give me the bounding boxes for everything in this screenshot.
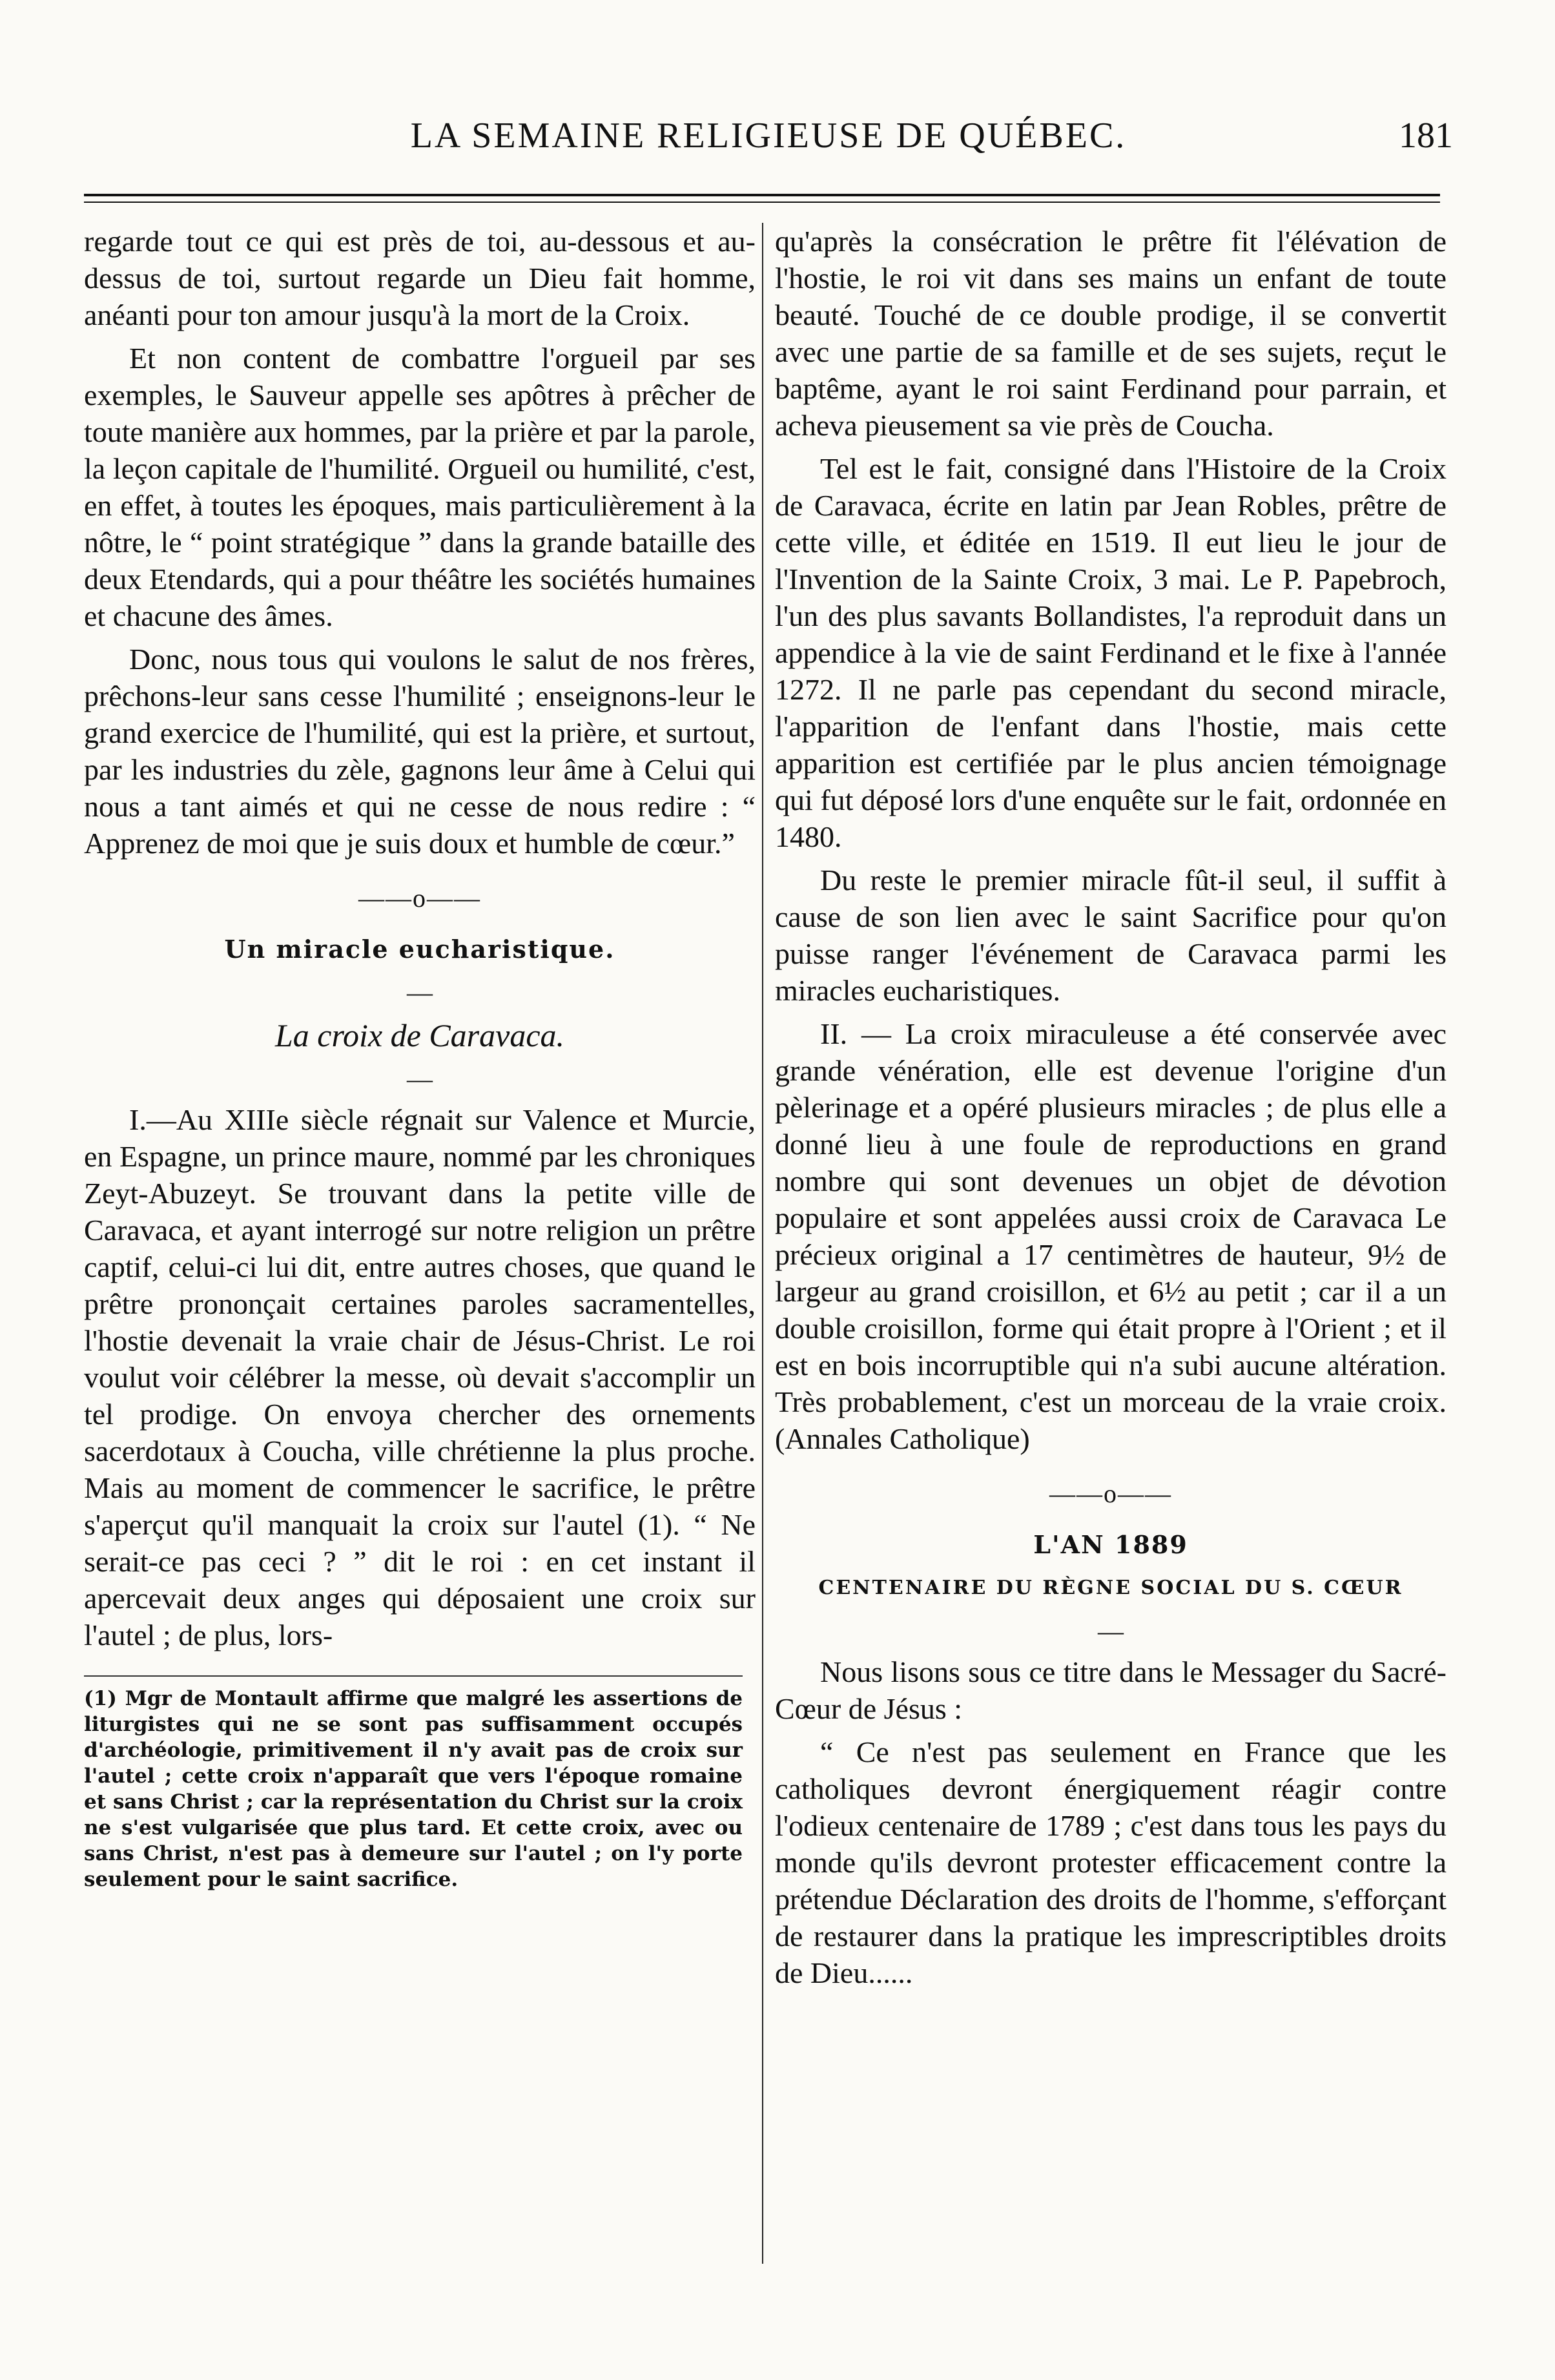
paragraph: II. — La croix miraculeuse a été conservée avec grande vénération, elle est devenue l'origine d'un pèlerinage et a opéré plusieurs miracles ; de plus elle a donné lieu à une foule de reproductions en grand nombre qui sont devenues un objet de dévotion populaire et sont appelées aussi croix de Caravaca Le précieux original a 17 centimètres de hauteur, 9½ de largeur au grand croisillon, et 6½ au petit ; car il a un double croisillon, forme qui était propre à l'Orient ; et il est en bois incorruptible qui n'a subi aucune altération. Très probablement, c'est un morceau de la vraie croix. (Annales Catholique)	[775, 1017, 1447, 1455]
header-rule	[84, 194, 1440, 196]
article-subtitle: CENTENAIRE DU RÈGNE SOCIAL DU S. CŒUR	[818, 1577, 1403, 1599]
paragraph: Et non content de combattre l'orgueil par ses exemples, le Sauveur appelle ses apôtres à prêcher de toute manière aux hommes, par la prière et par la parole, la leçon capitale de l'humilité. Orgueil ou humilité, c'est, en effet, à toutes les époques, mais particulièrement à la nôtre, le “ point stratégique ” dans la grande bataille des deux Etendards, qui a pour théâtre les sociétés humaines et chacune des âmes.	[84, 342, 756, 632]
dash-divider: —	[407, 978, 433, 1007]
article-title: L'AN 1889	[1033, 1530, 1188, 1559]
journal-title: LA SEMAINE RELIGIEUSE DE QUÉBEC.	[410, 116, 1127, 156]
paragraph: I.—Au XIIIe siècle régnait sur Valence et Murcie, en Espagne, un prince maure, nommé par les chroniques Zeyt-Abuzeyt. Se trouvant dans la petite ville de Caravaca, et ayant interrogé sur notre religion un prêtre captif, celui-ci lui dit, entre autres choses, que quand le prêtre prononçait certaines paroles sacramentelles, l'hostie devenait la vraie chair de Jésus-Christ. Le roi voulut voir célébrer la messe, où devait s'accomplir un tel prodige. On envoya chercher des ornements sacerdotaux à Coucha, ville chrétienne la plus proche. Mais au moment de commencer le sacrifice, le prêtre s'aperçut qu'il manquait la croix sur l'autel (1). “ Ne serait-ce pas ceci ? ” dit le roi : en cet instant il apercevait deux anges qui déposaient une croix sur l'autel ; de plus, lors-	[84, 1103, 756, 1651]
article-title: Un miracle eucharistique.	[224, 935, 615, 964]
column-divider	[762, 223, 763, 2264]
page-header	[84, 115, 1453, 173]
section-separator: ——o——	[358, 884, 481, 913]
article-subtitle: La croix de Caravaca.	[274, 1017, 565, 1053]
section-separator: ——o——	[1049, 1479, 1172, 1508]
paragraph: Nous lisons sous ce titre dans le Messager du Sacré-Cœur de Jésus :	[775, 1655, 1447, 1725]
footnote: (1) Mgr de Montault affirme que malgré les assertions de liturgistes qui ne se sont pas suffisamment occupés d'archéologie, primitivement il n'y avait pas de croix sur l'autel ; cette croix n'apparaît que vers l'époque romaine et sans Christ ; car la représentation du Christ sur la croix ne s'est vulgarisée que plus tard. Et cette croix, avec ou sans Christ, n'est pas à demeure sur l'autel ; on l'y porte seulement pour le saint sacrifice.	[84, 1675, 743, 1892]
paragraph: Donc, nous tous qui voulons le salut de nos frères, prêchons-leur sans cesse l'humilité ; enseignons-leur le grand exercice de l'humilité, qui est la prière, et surtout, par les industries du zèle, gagnons leur âme à Celui qui nous a tant aimés et qui ne cesse de nous redire : “ Apprenez de moi que je suis doux et humble de cœur.”	[84, 643, 756, 860]
paragraph: regarde tout ce qui est près de toi, au-dessous et au-dessus de toi, surtout regarde un Dieu fait homme, anéanti pour ton amour jusqu'à la mort de la Croix.	[84, 225, 756, 331]
header-rule-thin	[84, 202, 1440, 203]
page-number: 181	[1399, 116, 1453, 156]
left-column	[84, 223, 756, 2283]
paragraph: qu'après la consécration le prêtre fit l'élévation de l'hostie, le roi vit dans ses mains un enfant de toute beauté. Touché de ce double prodige, il se convertit avec une partie de sa famille et de ses sujets, reçut le baptême, ayant le roi saint Ferdinand pour parrain, et acheva pieusement sa vie près de Coucha.	[775, 225, 1447, 442]
dash-divider: —	[407, 1064, 433, 1093]
paragraph: “ Ce n'est pas seulement en France que les catholiques devront énergiquement réagir contre l'odieux centenaire de 1789 ; c'est dans tous les pays du monde qu'ils devront protester efficacement contre la prétendue Déclaration des droits de l'homme, s'efforçant de restaurer dans la pratique les imprescriptibles droits de Dieu......	[775, 1735, 1447, 1989]
paragraph: Du reste le premier miracle fût-il seul, il suffit à cause de son lien avec le saint Sacrifice pour qu'on puisse ranger l'événement de Caravaca parmi les miracles eucharistiques.	[775, 864, 1447, 1007]
paragraph: Tel est le fait, consigné dans l'Histoire de la Croix de Caravaca, écrite en latin par Jean Robles, prêtre de cette ville, et éditée en 1519. Il eut lieu le jour de l'Invention de la Sainte Croix, 3 mai. Le P. Papebroch, l'un des plus savants Bollandistes, l'a reproduit dans un appendice à la vie de saint Ferdinand et le fixe à l'année 1272. Il ne parle pas cependant du second miracle, l'apparition de l'enfant dans l'hostie, mais cette apparition est certifiée par le plus ancien témoignage qui fut déposé lors d'une enquête sur le fait, ordonnée en 1480.	[775, 452, 1447, 853]
right-column	[775, 223, 1447, 2283]
dash-divider: —	[1098, 1617, 1124, 1646]
